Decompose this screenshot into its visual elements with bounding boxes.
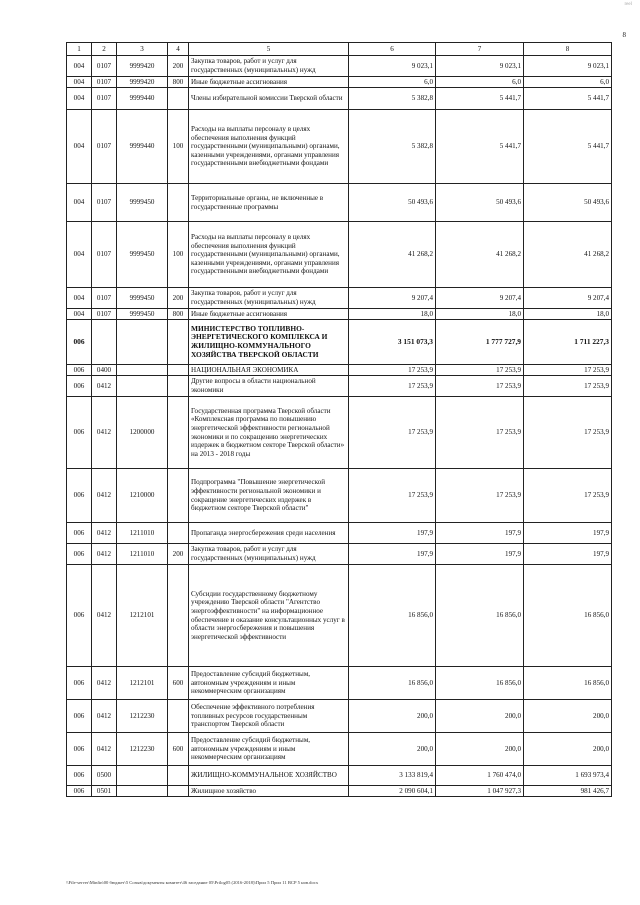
cell-amount-col7: 50 493,6 (436, 184, 524, 222)
cell-amount-col7: 17 253,9 (436, 376, 524, 397)
cell-description: Иные бюджетные ассигнования (189, 77, 349, 88)
cell-expense-type-code (168, 523, 189, 544)
cell-amount-col7: 9 023,1 (436, 56, 524, 77)
cell-section-code: 0412 (92, 544, 117, 565)
table-row (67, 523, 612, 544)
cell-department-code: 006 (67, 320, 92, 365)
cell-expense-type-code (168, 565, 189, 667)
cell-department-code: 006 (67, 786, 92, 797)
cell-amount-col7: 5 441,7 (436, 110, 524, 184)
cell-amount-col7: 41 268,2 (436, 222, 524, 288)
cell-description: Государственная программа Тверской области «Комплексная программа по повышению энергетической эффективности региональной экономики и по сокращению энергетических издержек в бюджетном секторе Тверской области» на 2013 - 2018 годы (189, 397, 349, 469)
page-number: 8 (622, 31, 626, 39)
table-row (67, 320, 612, 365)
cell-amount-col6: 9 023,1 (349, 56, 436, 77)
cell-section-code: 0107 (92, 77, 117, 88)
cell-expense-type-code: 200 (168, 288, 189, 309)
cell-section-code: 0107 (92, 288, 117, 309)
column-header-5: 5 (189, 43, 349, 56)
cell-amount-col8: 9 023,1 (524, 56, 612, 77)
cell-amount-col8: 197,9 (524, 523, 612, 544)
cell-amount-col8: 5 441,7 (524, 88, 612, 110)
cell-target-item-code: 1211010 (117, 523, 168, 544)
cell-amount-col6: 16 856,0 (349, 565, 436, 667)
cell-description: Члены избирательной комиссии Тверской области (189, 88, 349, 110)
column-header-1: 1 (67, 43, 92, 56)
cell-department-code: 004 (67, 222, 92, 288)
cell-target-item-code (117, 365, 168, 376)
table-row (67, 565, 612, 667)
cell-amount-col6: 3 151 073,3 (349, 320, 436, 365)
cell-amount-col7: 18,0 (436, 309, 524, 320)
cell-amount-col7: 1 047 927,3 (436, 786, 524, 797)
cell-section-code: 0412 (92, 469, 117, 523)
table-row (67, 469, 612, 523)
table-row (67, 77, 612, 88)
cell-department-code: 006 (67, 469, 92, 523)
cell-section-code: 0412 (92, 667, 117, 700)
cell-amount-col8: 981 426,7 (524, 786, 612, 797)
table-row (67, 544, 612, 565)
cell-expense-type-code: 100 (168, 110, 189, 184)
cell-amount-col7: 17 253,9 (436, 365, 524, 376)
table-row (67, 110, 612, 184)
budget-table (66, 42, 612, 797)
cell-description: Предоставление субсидий бюджетным, автономным учреждениям и иным некоммерческим организациям (189, 733, 349, 766)
cell-amount-col6: 200,0 (349, 700, 436, 733)
cell-target-item-code: 9999450 (117, 222, 168, 288)
cell-section-code: 0500 (92, 766, 117, 786)
cell-description: МИНИСТЕРСТВО ТОПЛИВНО-ЭНЕРГЕТИЧЕСКОГО КОМПЛЕКСА И ЖИЛИЩНО-КОММУНАЛЬНОГО ХОЗЯЙСТВА ТВЕРСКОЙ ОБЛАСТИ (189, 320, 349, 365)
cell-department-code: 004 (67, 184, 92, 222)
table-row (67, 56, 612, 77)
cell-description: Иные бюджетные ассигнования (189, 309, 349, 320)
cell-description: Подпрограмма "Повышение энергетической эффективности региональной экономики и сокращение энергетических издержек в бюджетном секторе Тверской области" (189, 469, 349, 523)
cell-amount-col8: 17 253,9 (524, 376, 612, 397)
cell-amount-col6: 5 382,8 (349, 88, 436, 110)
cell-amount-col8: 17 253,9 (524, 469, 612, 523)
cell-amount-col8: 50 493,6 (524, 184, 612, 222)
cell-amount-col8: 6,0 (524, 77, 612, 88)
cell-department-code: 006 (67, 544, 92, 565)
cell-target-item-code (117, 786, 168, 797)
cell-amount-col6: 50 493,6 (349, 184, 436, 222)
cell-amount-col6: 197,9 (349, 523, 436, 544)
cell-amount-col6: 6,0 (349, 77, 436, 88)
cell-description: ЖИЛИЩНО-КОММУНАЛЬНОЕ ХОЗЯЙСТВО (189, 766, 349, 786)
cell-amount-col6: 41 268,2 (349, 222, 436, 288)
cell-amount-col6: 17 253,9 (349, 397, 436, 469)
cell-amount-col8: 17 253,9 (524, 365, 612, 376)
cell-department-code: 004 (67, 288, 92, 309)
cell-target-item-code: 1210000 (117, 469, 168, 523)
cell-target-item-code: 1212230 (117, 700, 168, 733)
cell-amount-col8: 17 253,9 (524, 397, 612, 469)
cell-expense-type-code: 800 (168, 309, 189, 320)
page-corner-mark: reel (624, 2, 632, 7)
cell-amount-col8: 16 856,0 (524, 667, 612, 700)
cell-section-code: 0412 (92, 733, 117, 766)
cell-target-item-code: 1200000 (117, 397, 168, 469)
table-row (67, 733, 612, 766)
cell-section-code: 0501 (92, 786, 117, 797)
cell-description: Другие вопросы в области национальной экономики (189, 376, 349, 397)
column-header-6: 6 (349, 43, 436, 56)
column-header-8: 8 (524, 43, 612, 56)
cell-amount-col7: 16 856,0 (436, 565, 524, 667)
table-row (67, 88, 612, 110)
cell-amount-col7: 200,0 (436, 733, 524, 766)
table-header-row (67, 43, 612, 56)
cell-amount-col6: 3 133 819,4 (349, 766, 436, 786)
cell-expense-type-code (168, 766, 189, 786)
cell-expense-type-code: 100 (168, 222, 189, 288)
cell-department-code: 006 (67, 397, 92, 469)
cell-description: Предоставление субсидий бюджетным, автономным учреждениям и иным некоммерческим организациям (189, 667, 349, 700)
cell-amount-col8: 9 207,4 (524, 288, 612, 309)
cell-department-code: 004 (67, 88, 92, 110)
cell-amount-col6: 2 090 604,1 (349, 786, 436, 797)
cell-amount-col8: 1 693 973,4 (524, 766, 612, 786)
table-row (67, 222, 612, 288)
cell-amount-col7: 6,0 (436, 77, 524, 88)
cell-expense-type-code (168, 320, 189, 365)
cell-amount-col7: 1 777 727,9 (436, 320, 524, 365)
cell-department-code: 006 (67, 766, 92, 786)
cell-expense-type-code: 200 (168, 56, 189, 77)
cell-target-item-code (117, 766, 168, 786)
cell-amount-col8: 197,9 (524, 544, 612, 565)
cell-department-code: 006 (67, 733, 92, 766)
column-header-4: 4 (168, 43, 189, 56)
cell-target-item-code: 1212101 (117, 667, 168, 700)
cell-expense-type-code (168, 397, 189, 469)
table-body (67, 56, 612, 797)
cell-amount-col6: 18,0 (349, 309, 436, 320)
cell-expense-type-code (168, 469, 189, 523)
cell-expense-type-code (168, 376, 189, 397)
cell-section-code: 0412 (92, 700, 117, 733)
table-row (67, 376, 612, 397)
cell-amount-col7: 17 253,9 (436, 469, 524, 523)
cell-section-code: 0400 (92, 365, 117, 376)
cell-description: Расходы на выплаты персоналу в целях обеспечения выполнения функций государственными (муниципальными) органами, казенными учреждениями, органами управления государственными внебюджетными фондами (189, 222, 349, 288)
cell-description: Закупка товаров, работ и услуг для государственных (муниципальных) нужд (189, 544, 349, 565)
table-row (67, 397, 612, 469)
cell-section-code: 0107 (92, 184, 117, 222)
cell-section-code: 0107 (92, 309, 117, 320)
cell-description: НАЦИОНАЛЬНАЯ ЭКОНОМИКА (189, 365, 349, 376)
cell-expense-type-code (168, 700, 189, 733)
cell-amount-col7: 1 760 474,0 (436, 766, 524, 786)
cell-amount-col7: 197,9 (436, 523, 524, 544)
cell-section-code: 0412 (92, 565, 117, 667)
cell-amount-col7: 17 253,9 (436, 397, 524, 469)
cell-expense-type-code (168, 786, 189, 797)
cell-description: Закупка товаров, работ и услуг для государственных (муниципальных) нужд (189, 56, 349, 77)
cell-expense-type-code (168, 184, 189, 222)
cell-department-code: 006 (67, 523, 92, 544)
cell-target-item-code: 9999420 (117, 56, 168, 77)
cell-expense-type-code: 600 (168, 733, 189, 766)
cell-amount-col7: 200,0 (436, 700, 524, 733)
cell-section-code: 0412 (92, 376, 117, 397)
cell-amount-col6: 16 856,0 (349, 667, 436, 700)
cell-target-item-code: 9999420 (117, 77, 168, 88)
cell-department-code: 006 (67, 667, 92, 700)
cell-section-code: 0412 (92, 523, 117, 544)
cell-target-item-code: 1212230 (117, 733, 168, 766)
cell-amount-col8: 41 268,2 (524, 222, 612, 288)
cell-department-code: 006 (67, 700, 92, 733)
cell-section-code (92, 320, 117, 365)
cell-amount-col8: 200,0 (524, 733, 612, 766)
cell-amount-col8: 1 711 227,3 (524, 320, 612, 365)
cell-amount-col6: 17 253,9 (349, 376, 436, 397)
column-header-2: 2 (92, 43, 117, 56)
column-header-7: 7 (436, 43, 524, 56)
cell-target-item-code: 9999450 (117, 309, 168, 320)
cell-section-code: 0412 (92, 397, 117, 469)
cell-expense-type-code (168, 365, 189, 376)
table-row (67, 667, 612, 700)
cell-amount-col7: 5 441,7 (436, 88, 524, 110)
cell-department-code: 004 (67, 56, 92, 77)
cell-department-code: 006 (67, 376, 92, 397)
cell-department-code: 006 (67, 365, 92, 376)
cell-department-code: 004 (67, 309, 92, 320)
cell-amount-col7: 197,9 (436, 544, 524, 565)
cell-amount-col8: 5 441,7 (524, 110, 612, 184)
cell-amount-col6: 17 253,9 (349, 365, 436, 376)
cell-expense-type-code (168, 88, 189, 110)
cell-target-item-code: 9999440 (117, 88, 168, 110)
cell-amount-col6: 9 207,4 (349, 288, 436, 309)
cell-target-item-code: 9999450 (117, 288, 168, 309)
cell-amount-col6: 5 382,8 (349, 110, 436, 184)
cell-expense-type-code: 200 (168, 544, 189, 565)
cell-description: Обеспечение эффективного потребления топливных ресурсов государственным транспортом Тверской области (189, 700, 349, 733)
footer-file-path: \\File-server\Minfin\00 бюджет\5 Созыв\документы комитет\46 заседание 05\Prilog05 (2016-2018)\Прил 5 Прил 11 ВСР 5 нов.docx (66, 880, 319, 885)
cell-department-code: 006 (67, 565, 92, 667)
column-header-3: 3 (117, 43, 168, 56)
table-row (67, 309, 612, 320)
cell-amount-col6: 200,0 (349, 733, 436, 766)
cell-section-code: 0107 (92, 110, 117, 184)
table-row (67, 288, 612, 309)
cell-description: Расходы на выплаты персоналу в целях обеспечения выполнения функций государственными (муниципальными) органами, казенными учреждениями, органами управления государственными внебюджетными фондами (189, 110, 349, 184)
cell-target-item-code: 1211010 (117, 544, 168, 565)
cell-section-code: 0107 (92, 56, 117, 77)
cell-section-code: 0107 (92, 88, 117, 110)
cell-target-item-code: 9999450 (117, 184, 168, 222)
cell-amount-col8: 18,0 (524, 309, 612, 320)
cell-description: Жилищное хозяйство (189, 786, 349, 797)
cell-target-item-code: 1212101 (117, 565, 168, 667)
cell-department-code: 004 (67, 77, 92, 88)
table-row (67, 365, 612, 376)
table-row (67, 766, 612, 786)
cell-description: Субсидии государственному бюджетному учреждению Тверской области "Агентство энергоэффективности" на информационное обеспечение и оказание консультационных услуг в области энергосбережения и повышения энергетической эффективности (189, 565, 349, 667)
table-row (67, 700, 612, 733)
cell-amount-col7: 9 207,4 (436, 288, 524, 309)
cell-target-item-code (117, 376, 168, 397)
cell-expense-type-code: 600 (168, 667, 189, 700)
cell-target-item-code (117, 320, 168, 365)
cell-amount-col6: 17 253,9 (349, 469, 436, 523)
cell-description: Пропаганда энергосбережения среди населения (189, 523, 349, 544)
cell-department-code: 004 (67, 110, 92, 184)
cell-expense-type-code: 800 (168, 77, 189, 88)
cell-description: Закупка товаров, работ и услуг для государственных (муниципальных) нужд (189, 288, 349, 309)
cell-section-code: 0107 (92, 222, 117, 288)
cell-amount-col8: 200,0 (524, 700, 612, 733)
cell-amount-col7: 16 856,0 (436, 667, 524, 700)
table-row (67, 184, 612, 222)
cell-amount-col6: 197,9 (349, 544, 436, 565)
table-row (67, 786, 612, 797)
cell-description: Территориальные органы, не включенные в государственные программы (189, 184, 349, 222)
cell-target-item-code: 9999440 (117, 110, 168, 184)
cell-amount-col8: 16 856,0 (524, 565, 612, 667)
